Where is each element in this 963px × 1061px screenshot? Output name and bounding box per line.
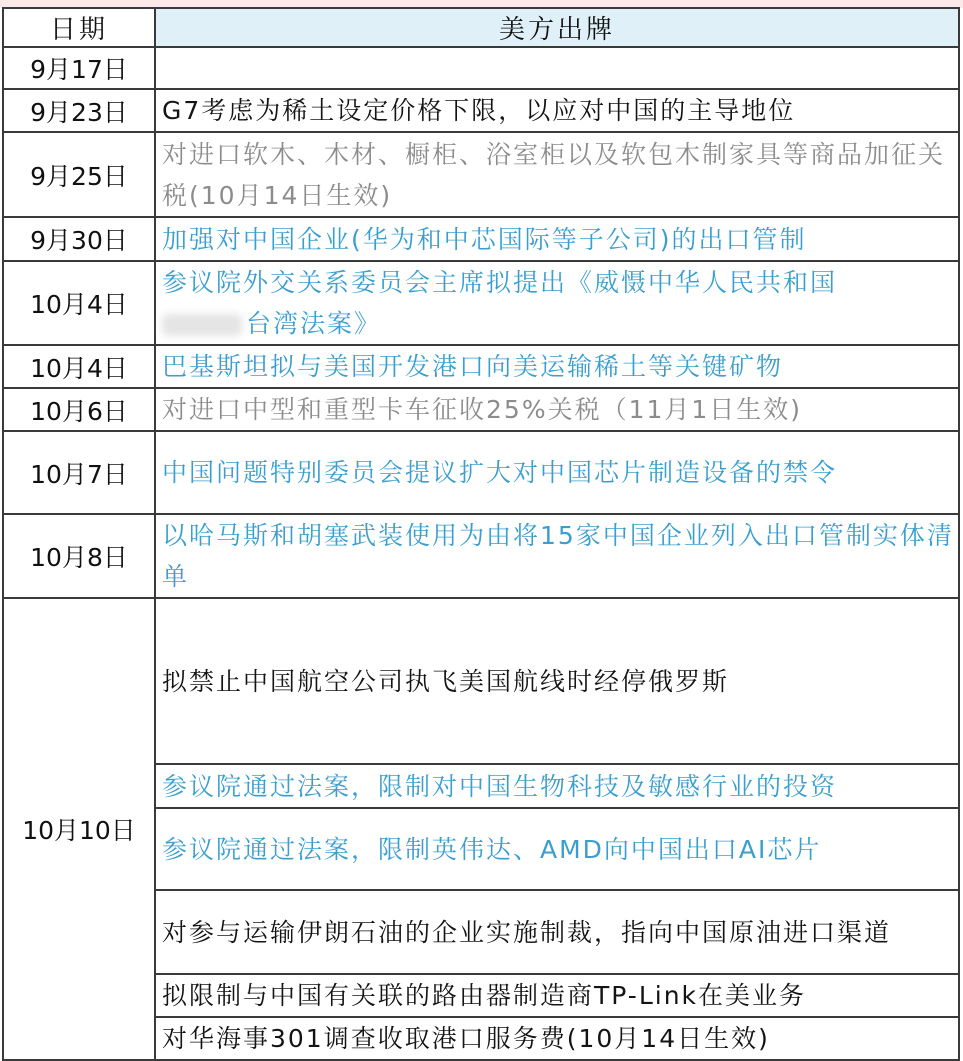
table-row: [3, 261, 959, 345]
table-row: [3, 217, 959, 261]
date-cell: 10月7日: [3, 431, 155, 514]
date-cell: 9月23日: [3, 89, 155, 132]
date-cell: 9月30日: [3, 217, 155, 261]
event-cell: 加强对中国企业(华为和中芯国际等子公司)的出口管制: [155, 217, 959, 261]
blurred-redaction: [162, 314, 242, 336]
event-cell: [155, 261, 959, 345]
table-row: [3, 47, 959, 89]
date-cell: 9月25日: [3, 132, 155, 217]
event-cell: [155, 47, 959, 89]
date-cell: 10月10日: [3, 598, 155, 1060]
event-cell: 巴基斯坦拟与美国开发港口向美运输稀土等关键矿物: [155, 345, 959, 388]
event-cell: 拟限制与中国有关联的路由器制造商TP-Link在美业务: [155, 974, 959, 1017]
table-row: [3, 514, 959, 598]
date-cell: 10月4日: [3, 261, 155, 345]
event-text-line2: 台湾法案》: [246, 309, 382, 338]
table-row: [3, 132, 959, 217]
event-cell: 对华海事301调查收取港口服务费(10月14日生效): [155, 1017, 959, 1060]
event-cell: 参议院通过法案，限制对中国生物科技及敏感行业的投资: [155, 764, 959, 808]
event-cell: 对进口中型和重型卡车征收25%关税（11月1日生效): [155, 388, 959, 431]
event-cell: G7考虑为稀土设定价格下限，以应对中国的主导地位: [155, 89, 959, 132]
header-us-moves: 美方出牌: [155, 8, 959, 47]
us-moves-table: [2, 7, 960, 1061]
table-row: [3, 598, 959, 764]
header-date: 日期: [3, 8, 155, 47]
event-cell: 对进口软木、木材、橱柜、浴室柜以及软包木制家具等商品加征关税(10月14日生效): [155, 132, 959, 217]
header-row: [3, 8, 959, 47]
table-row: [3, 388, 959, 431]
date-cell: 9月17日: [3, 47, 155, 89]
event-cell: 以哈马斯和胡塞武装使用为由将15家中国企业列入出口管制实体清单: [155, 514, 959, 598]
table-row: [3, 89, 959, 132]
event-cell: 中国问题特别委员会提议扩大对中国芯片制造设备的禁令: [155, 431, 959, 514]
event-cell: 对参与运输伊朗石油的企业实施制裁，指向中国原油进口渠道: [155, 890, 959, 974]
event-text-line1: 参议院外交关系委员会主席拟提出《威慑中华人民共和国: [162, 268, 838, 297]
date-cell: 10月6日: [3, 388, 155, 431]
table-row: [3, 345, 959, 388]
event-cell: 拟禁止中国航空公司执飞美国航线时经停俄罗斯: [155, 598, 959, 764]
event-cell: 参议院通过法案，限制英伟达、AMD向中国出口AI芯片: [155, 808, 959, 890]
table-row: [3, 431, 959, 514]
date-cell: 10月4日: [3, 345, 155, 388]
date-cell: 10月8日: [3, 514, 155, 598]
